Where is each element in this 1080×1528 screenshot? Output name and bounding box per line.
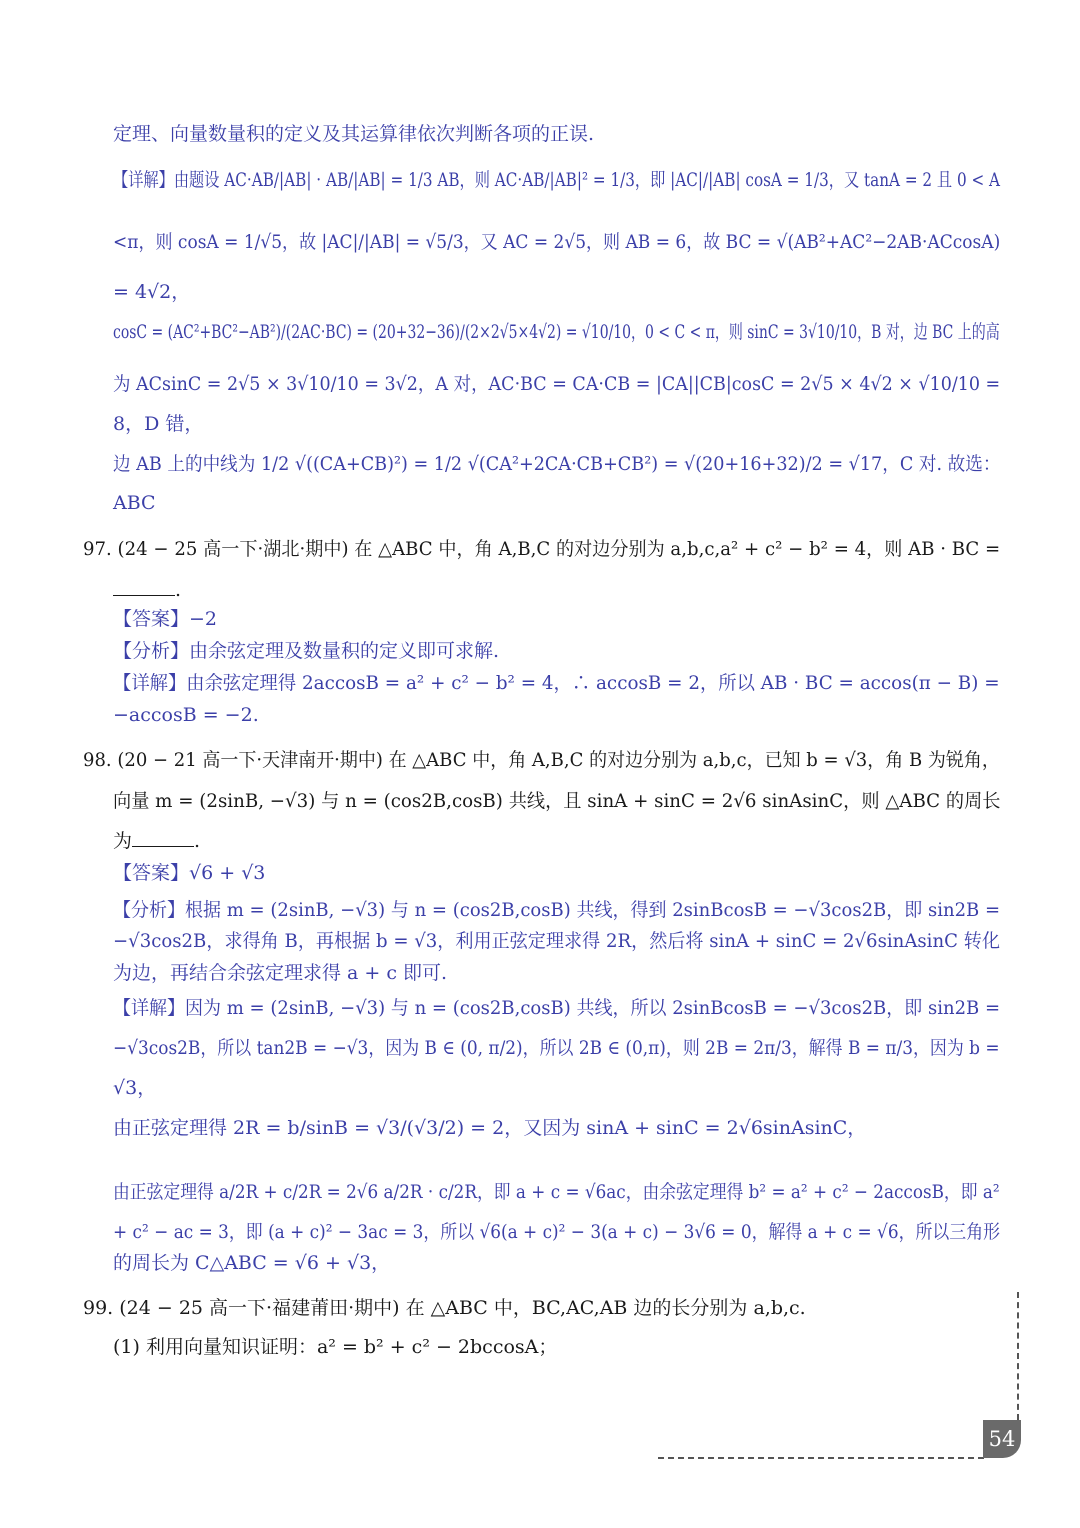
answer-tag: 【答案】√6 + √3 [113, 862, 266, 884]
solution-line: 8，D 错， [113, 413, 204, 435]
question-97: 97. (24 − 25 高一下·湖北·期中) 在 △ABC 中，角 A,B,C 的对边分别为 a,b,c,a² + c² − b² = 4，则 AB · BC = [83, 538, 1001, 560]
answer-blank [113, 577, 175, 596]
solution-line: + c² − ac = 3，即 (a + c)² − 3ac = 3，所以 √6(a + c)² − 3(a + c) − 3√6 = 0，解得 a + c = √6，所以三角形 [113, 1221, 1001, 1243]
solution-line: 边 AB 上的中线为 1/2 √((CA+CB)²) = 1/2 √(CA²+2CA·CB+CB²) = √(20+16+32)/2 = √17，C 对. 故选： [113, 453, 1001, 475]
page-border-vertical [1017, 1292, 1019, 1420]
question-98: 98. (20 − 21 高一下·天津南开·期中) 在 △ABC 中，角 A,B,C 的对边分别为 a,b,c，已知 b = √3，角 B 为锐角， [83, 749, 1000, 771]
solution-line: = 4√2， [113, 281, 191, 303]
analysis-tag: 【分析】根据 m = (2sinB, −√3) 与 n = (cos2B,cosB) 共线，得到 2sinBcosB = −√3cos2B，即 sin2B = [113, 899, 1001, 921]
question-line: (1) 利用向量知识证明：a² = b² + c² − 2bccosA； [113, 1336, 558, 1358]
solution-line: 为 ACsinC = 2√5 × 3√10/10 = 3√2，A 对，AC·BC = CA·CB = |CA||CB|cosC = 2√5 × 4√2 × √10/10 = [113, 373, 1001, 395]
detail-tag: 【详解】因为 m = (2sinB, −√3) 与 n = (cos2B,cosB) 共线，所以 2sinBcosB = −√3cos2B，即 sin2B = [113, 997, 1001, 1019]
solution-line: 为边，再结合余弦定理求得 a + c 即可. [113, 962, 448, 984]
solution-line: 由正弦定理得 2R = b/sinB = √3/(√3/2) = 2，又因为 sinA + sinC = 2√6sinAsinC， [113, 1117, 867, 1139]
solution-line: 定理、向量数量积的定义及其运算律依次判断各项的正误. [113, 123, 595, 145]
detail-tag: 【详解】由余弦定理得 2accosB = a² + c² − b² = 4，∴ accosB = 2，所以 AB · BC = accos(π − B) = [113, 672, 1000, 694]
solution-line: 由正弦定理得 a/2R + c/2R = 2√6 a/2R · c/2R，即 a + c = √6ac，由余弦定理得 b² = a² + c² − 2accosB，即 a² [113, 1181, 1000, 1203]
solution-line: √3， [113, 1077, 157, 1099]
solution-line: cosC = (AC²+BC²−AB²)/(2AC·BC) = (20+32−36)/(2×2√5×4√2) = √10/10，0 < C < π，则 sinC = 3√10/10，B 对，边 BC 上的高 [113, 321, 1000, 343]
solution-line: 的周长为 C△ABC = √6 + √3， [113, 1252, 391, 1274]
page-number: 54 [983, 1420, 1021, 1458]
answer-blank [132, 828, 194, 847]
answer-blank-line: . [113, 577, 181, 602]
page-border-horizontal [658, 1457, 984, 1459]
solution-line: −√3cos2B，求得角 B，再根据 b = √3，利用正弦定理求得 2R，然后将 sinA + sinC = 2√6sinAsinC 转化 [113, 930, 1000, 952]
solution-line: ABC [113, 492, 156, 514]
analysis-tag: 【分析】由余弦定理及数量积的定义即可求解. [113, 640, 500, 662]
solution-line: −√3cos2B，所以 tan2B = −√3，因为 B ∈ (0, π/2)，所以 2B ∈ (0,π)，则 2B = 2π/3，解得 B = π/3，因为 b = [113, 1037, 1000, 1059]
question-99: 99. (24 − 25 高一下·福建莆田·期中) 在 △ABC 中，BC,AC,AB 边的长分别为 a,b,c. [83, 1297, 806, 1319]
solution-line: −accosB = −2. [113, 704, 259, 726]
question-line: 向量 m = (2sinB, −√3) 与 n = (cos2B,cosB) 共线，且 sinA + sinC = 2√6 sinAsinC，则 △ABC 的周长 [113, 790, 1001, 812]
answer-tag: 【答案】−2 [113, 608, 218, 630]
solution-line: <π，则 cosA = 1/√5，故 |AC|/|AB| = √5/3，又 AC = 2√5，则 AB = 6，故 BC = √(AB²+AC²−2AB·ACcosA) [113, 231, 1001, 253]
solution-line: 【详解】由题设 AC·AB/|AB| · AB/|AB| = 1/3 AB，则 AC·AB/|AB|² = 1/3，即 |AC|/|AB| cosA = 1/3，又 tanA = 2 且 0 < A [113, 169, 1001, 191]
answer-blank-line: 为 . [113, 830, 201, 852]
